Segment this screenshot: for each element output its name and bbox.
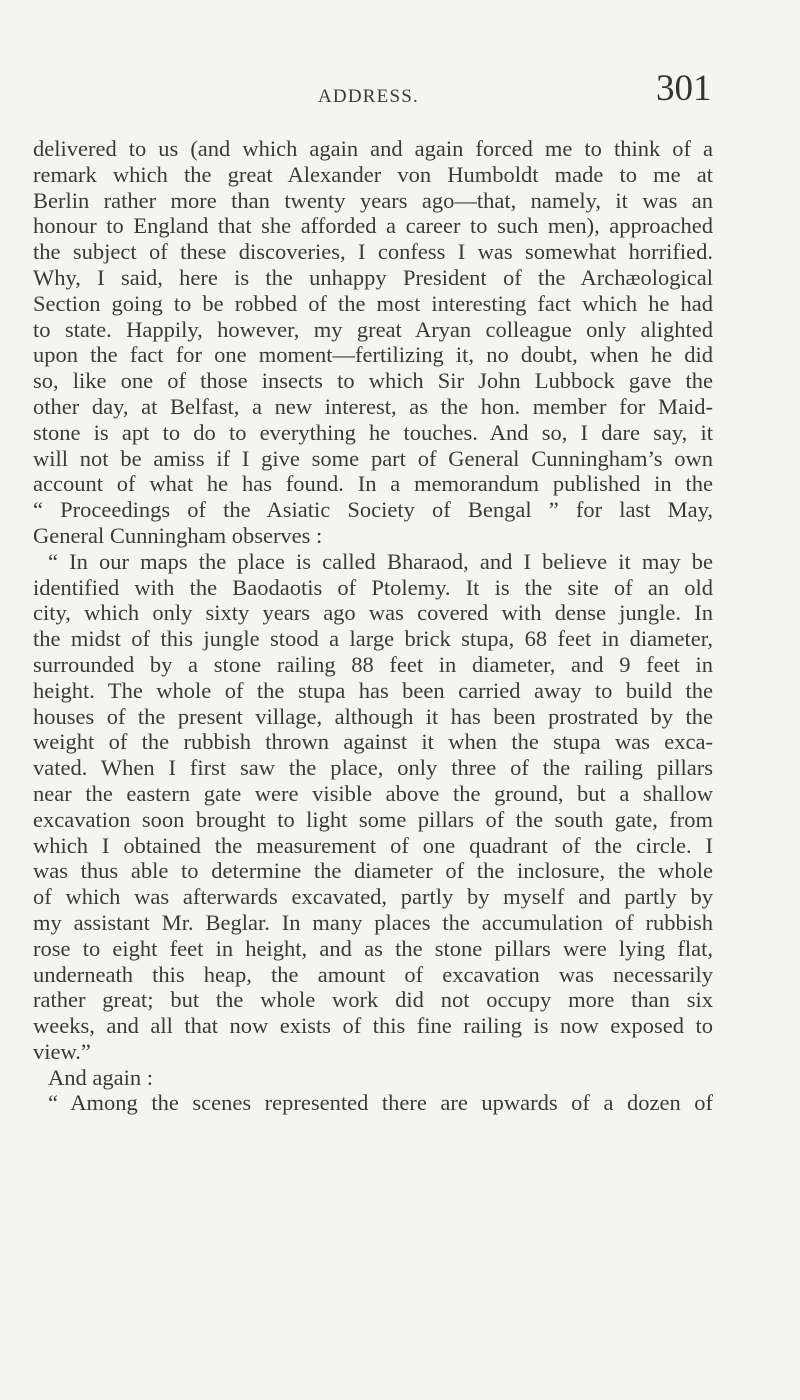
text-line: rose to eight feet in height, and as the stone pillars were lying flat,	[33, 935, 713, 961]
text-line: the subject of these discoveries, I confess I was somewhat horrified.	[33, 239, 713, 265]
text-line: stone is apt to do to everything he touches. And so, I dare say, it	[33, 419, 713, 445]
text-line: identified with the Baodaotis of Ptolemy. It is the site of an old	[33, 574, 713, 600]
text-line: excavation soon brought to light some pillars of the south gate, from	[33, 806, 713, 832]
text-line: account of what he has found. In a memorandum published in the	[33, 471, 713, 497]
text-line: And again :	[48, 1064, 153, 1090]
text-line: my assistant Mr. Beglar. In many places the accumulation of rubbish	[33, 909, 713, 935]
text-line: of which was afterwards excavated, partly by myself and partly by	[33, 884, 713, 910]
text-line: Section going to be robbed of the most interesting fact which he had	[33, 290, 713, 316]
text-line: vated. When I first saw the place, only three of the railing pillars	[33, 755, 713, 781]
text-line: other day, at Belfast, a new interest, as the hon. member for Maid-	[33, 393, 713, 419]
text-line: was thus able to determine the diameter of the inclosure, the whole	[33, 858, 713, 884]
text-line: so, like one of those insects to which Sir John Lubbock gave the	[33, 368, 713, 394]
text-line: city, which only sixty years ago was covered with dense jungle. In	[33, 600, 713, 626]
page-number: 301	[656, 68, 712, 109]
text-line: General Cunningham observes :	[33, 522, 323, 548]
text-line: “ In our maps the place is called Bharaod, and I believe it may be	[48, 548, 713, 574]
text-line: to state. Happily, however, my great Aryan colleague only alighted	[33, 316, 713, 342]
running-title: ADDRESS.	[318, 86, 419, 107]
text-line: houses of the present village, although it has been prostrated by the	[33, 703, 713, 729]
text-line: surrounded by a stone railing 88 feet in diameter, and 9 feet in	[33, 651, 713, 677]
text-line: honour to England that she afforded a career to such men), approached	[33, 213, 713, 239]
text-line: near the eastern gate were visible above the ground, but a shallow	[33, 780, 713, 806]
text-line: “ Proceedings of the Asiatic Society of Bengal ” for last May,	[33, 497, 713, 523]
text-line: rather great; but the whole work did not occupy more than six	[33, 987, 713, 1013]
text-line: remark which the great Alexander von Humboldt made to me at	[33, 161, 713, 187]
text-line: underneath this heap, the amount of excavation was necessarily	[33, 961, 713, 987]
body-text	[33, 136, 713, 1116]
text-line: Berlin rather more than twenty years ago—that, namely, it was an	[33, 187, 713, 213]
text-line: will not be amiss if I give some part of General Cunningham’s own	[33, 445, 713, 471]
text-line: delivered to us (and which again and again forced me to think of a	[33, 136, 713, 161]
text-line: “ Among the scenes represented there are upwards of a dozen of	[48, 1090, 713, 1116]
page-header	[0, 68, 800, 118]
text-line: upon the fact for one moment—fertilizing it, no doubt, when he did	[33, 342, 713, 368]
text-line: Why, I said, here is the unhappy President of the Archæological	[33, 264, 713, 290]
text-line: weeks, and all that now exists of this fine railing is now exposed to	[33, 1013, 713, 1039]
text-line: the midst of this jungle stood a large brick stupa, 68 feet in diameter,	[33, 626, 713, 652]
text-line: view.”	[33, 1038, 91, 1064]
text-line: height. The whole of the stupa has been carried away to build the	[33, 677, 713, 703]
text-line: which I obtained the measurement of one quadrant of the circle. I	[33, 832, 713, 858]
text-line: weight of the rubbish thrown against it when the stupa was exca-	[33, 729, 713, 755]
